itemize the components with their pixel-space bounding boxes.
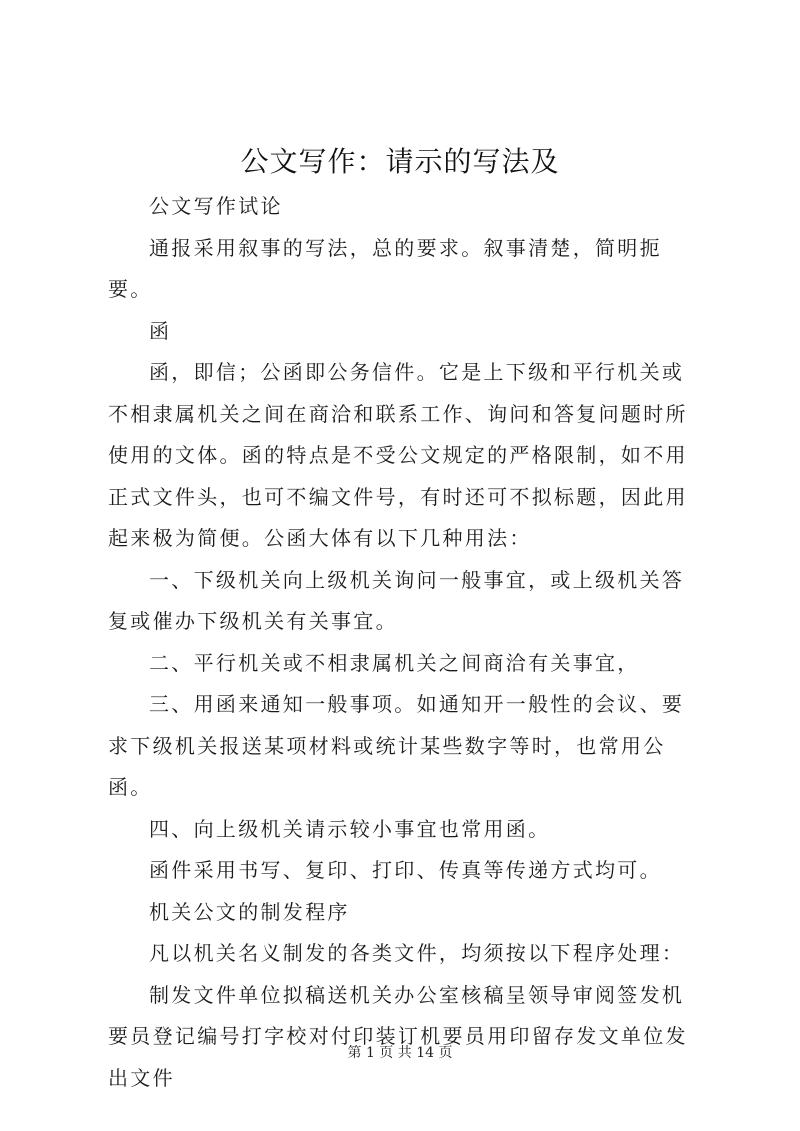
paragraph: 通报采用叙事的写法，总的要求。叙事清楚，简明扼要。 [108, 235, 662, 301]
document-title: 公文写作：请示的写法及 [240, 145, 560, 178]
paragraph: 凡以机关名义制发的各类文件，均须按以下程序处理： [149, 941, 685, 965]
paragraph: 公文写作试论 [149, 194, 283, 218]
paragraph: 函件采用书写、复印、打印、传真等传递方式均可。 [149, 858, 662, 882]
paragraph: 函 [149, 318, 172, 343]
document-body [108, 186, 704, 1099]
page-number-footer: 第 1 页 共 14 页 [347, 1045, 453, 1061]
paragraph: 制发文件单位拟稿送机关办公室核稿呈领导审阅签发机要员登记编号打字校对付印装订机要员用印留存发文单位发出文件 [108, 982, 688, 1090]
paragraph: 三、用函来通知一般事项。如通知开一般性的会议、要求下级机关报送某项材料或统计某些数字等时，也常用公函。 [108, 692, 685, 799]
paragraph: 机关公文的制发程序 [149, 899, 350, 924]
paragraph: 四、向上级机关请示较小事宜也常用函。 [149, 816, 551, 841]
paragraph: 二、平行机关或不相隶属机关之间商洽有关事宜， [149, 650, 640, 675]
paragraph: 函，即信；公函即公务信件。它是上下级和平行机关或不相隶属机关之间在商洽和联系工作、询问和答复问题时所使用的文体。函的特点是不受公文规定的严格限制，如不用正式文件头，也可不编文件号，有时还可不拟标题，因此用起来极为简便。公函大体有以下几种用法： [108, 360, 688, 550]
paragraph: 一、下级机关向上级机关询问一般事宜，或上级机关答复或催办下级机关有关事宜。 [108, 567, 685, 633]
